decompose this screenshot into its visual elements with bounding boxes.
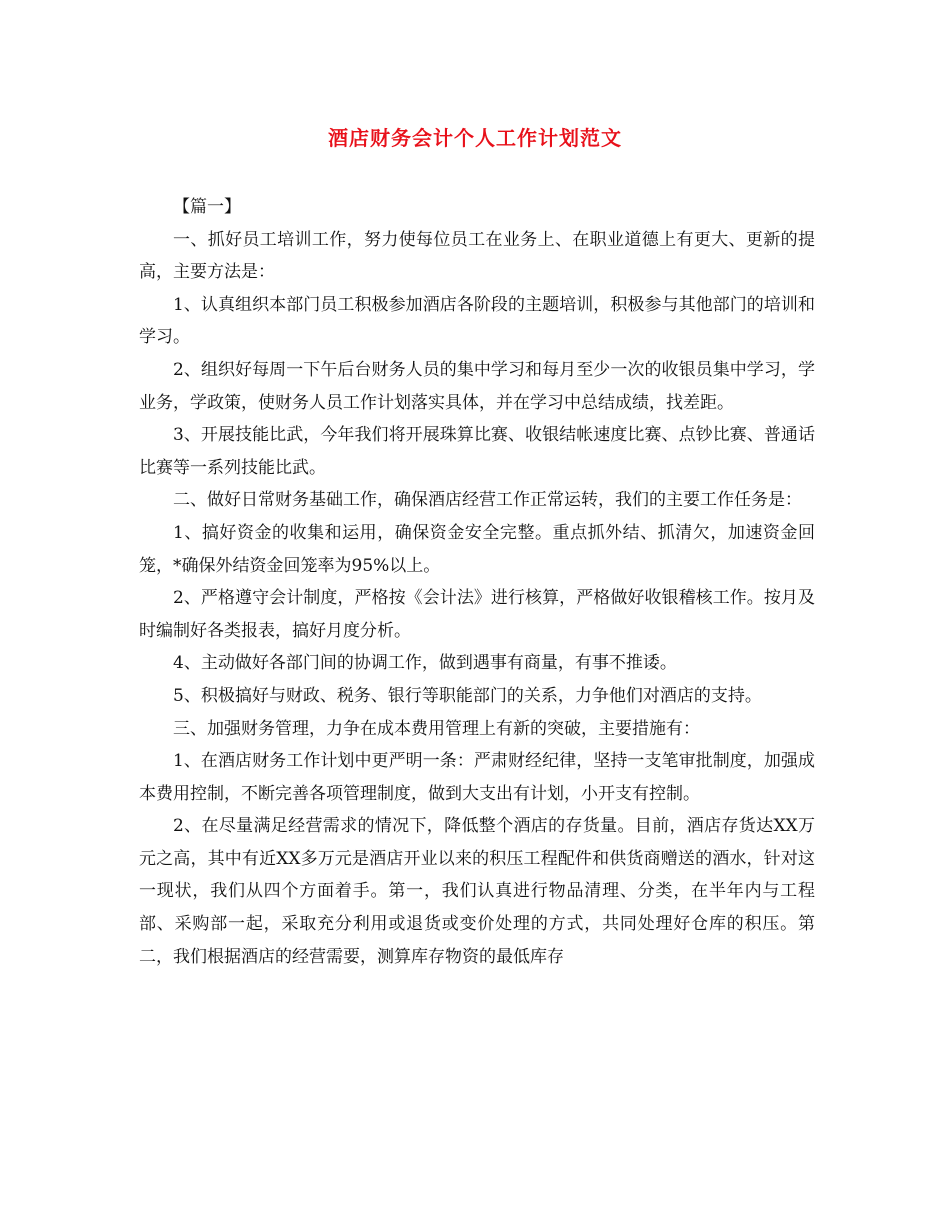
paragraph: 二、做好日常财务基础工作，确保酒店经营工作正常运转，我们的主要工作任务是： [173,490,802,511]
paragraph: 3、开展技能比武，今年我们将开展珠算比赛、收银结帐速度比赛、点钞比赛、普通话比赛等一系列技能比武。 [139,425,815,478]
paragraph: 2、严格遵守会计制度，严格按《会计法》进行核算，严格做好收银稽核工作。按月及时编制好各类报表，搞好月度分析。 [139,588,815,641]
section-label: 【篇一】 [173,197,241,217]
paragraph: 4、主动做好各部门间的协调工作，做到遇事有商量，有事不推诿。 [173,653,677,674]
paragraph: 2、组织好每周一下午后台财务人员的集中学习和每月至少一次的收银员集中学习，学业务，学政策，使财务人员工作计划落实具体，并在学习中总结成绩，找差距。 [139,359,815,413]
document-body [139,191,815,973]
paragraph: 2、在尽量满足经营需求的情况下，降低整个酒店的存货量。目前，酒店存货达XX万元之高，其中有近XX多万元是酒店开业以来的积压工程配件和供货商赠送的酒水，针对这一现状，我们从四个方面着手。第一，我们认真进行物品清理、分类，在半年内与工程部、采购部一起，采取充分利用或退货或变价处理的方式，共同处理好仓库的积压。第二，我们根据酒店的经营需要，测算库存物资的最低库存 [139,816,815,967]
paragraph: 1、搞好资金的收集和运用，确保资金安全完整。重点抓外结、抓清欠，加速资金回笼，*确保外结资金回笼率为95%以上。 [139,522,815,576]
document-title: 酒店财务会计个人工作计划范文 [328,126,622,150]
paragraph: 1、认真组织本部门员工积极参加酒店各阶段的主题培训，积极参与其他部门的培训和学习。 [139,294,815,348]
paragraph: 一、抓好员工培训工作，努力使每位员工在业务上、在职业道德上有更大、更新的提高，主要方法是： [139,229,815,283]
paragraph: 5、积极搞好与财政、税务、银行等职能部门的关系，力争他们对酒店的支持。 [173,685,762,706]
paragraph: 三、加强财务管理，力争在成本费用管理上有新的突破，主要措施有： [173,718,700,739]
paragraph: 1、在酒店财务工作计划中更严明一条：严肃财经纪律，坚持一支笔审批制度，加强成本费用控制，不断完善各项管理制度，做到大支出有计划，小开支有控制。 [139,751,815,804]
